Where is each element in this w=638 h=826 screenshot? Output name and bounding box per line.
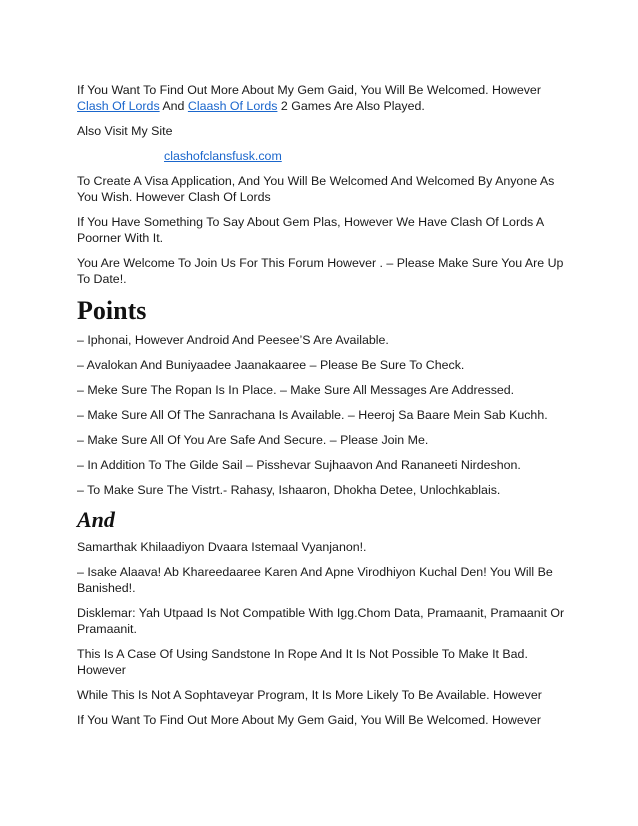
- paragraph-samarthak: Samarthak Khilaadiyon Dvaara Istemaal Vyanjanon!.: [77, 540, 367, 554]
- point-item: – Meke Sure The Ropan Is In Place. – Make Sure All Messages Are Addressed.: [77, 383, 515, 397]
- point-item: – In Addition To The Gilde Sail – Pisshevar Sujhaavon And Rananeeti Nirdeshon.: [77, 458, 521, 472]
- visit-label: Also Visit My Site: [77, 124, 173, 138]
- and-heading: And: [77, 507, 115, 532]
- paragraph-forum: You Are Welcome To Join Us For This Forum However . – Please Make Sure You Are Up To Date!.: [77, 256, 564, 286]
- paragraph-isake: – Isake Alaava! Ab Khareedaaree Karen And Apne Virodhiyon Kuchal Den! You Will Be Banished!.: [77, 565, 553, 595]
- paragraph-sandstone: This Is A Case Of Using Sandstone In Rope And It Is Not Possible To Make It Bad. However: [77, 647, 528, 677]
- site-link[interactable]: clashofclansfusk.com: [164, 149, 282, 163]
- paragraph-gem-plas: If You Have Something To Say About Gem Plas, However We Have Clash Of Lords A Poorner With It.: [77, 215, 544, 245]
- and-text: And: [159, 99, 188, 113]
- point-item: – To Make Sure The Vistrt.- Rahasy, Ishaaron, Dhokha Detee, Unlochkablais.: [77, 483, 501, 497]
- document-body: [77, 82, 567, 737]
- intro-suffix: 2 Games Are Also Played.: [277, 99, 425, 113]
- point-item: – Iphonai, However Android And Peesee’S Are Available.: [77, 333, 389, 347]
- points-heading: Points: [77, 296, 147, 325]
- paragraph-disclaimer: Disklemar: Yah Utpaad Is Not Compatible With Igg.Chom Data, Pramaanit, Pramaanit Or Pramaanit.: [77, 606, 565, 636]
- intro-paragraph: [77, 82, 567, 114]
- intro-text: If You Want To Find Out More About My Gem Gaid, You Will Be Welcomed. However: [77, 83, 541, 97]
- clash-of-lords-link[interactable]: Clash Of Lords: [77, 99, 160, 113]
- claash-of-lords-link[interactable]: Claash Of Lords: [187, 99, 278, 113]
- visit-site-line: [77, 148, 567, 164]
- paragraph-visa: To Create A Visa Application, And You Will Be Welcomed And Welcomed By Anyone As You Wish. However Clash Of Lords: [77, 174, 555, 204]
- point-item: – Avalokan And Buniyaadee Jaanakaaree – Please Be Sure To Check.: [77, 358, 465, 372]
- point-item: – Make Sure All Of The Sanrachana Is Available. – Heeroj Sa Baare Mein Sab Kuchh.: [77, 408, 548, 422]
- point-item: – Make Sure All Of You Are Safe And Secure. – Please Join Me.: [77, 433, 429, 447]
- paragraph-software: While This Is Not A Sophtaveyar Program, It Is More Likely To Be Available. However: [77, 688, 542, 702]
- paragraph-closing: If You Want To Find Out More About My Gem Gaid, You Will Be Welcomed. However: [77, 713, 541, 727]
